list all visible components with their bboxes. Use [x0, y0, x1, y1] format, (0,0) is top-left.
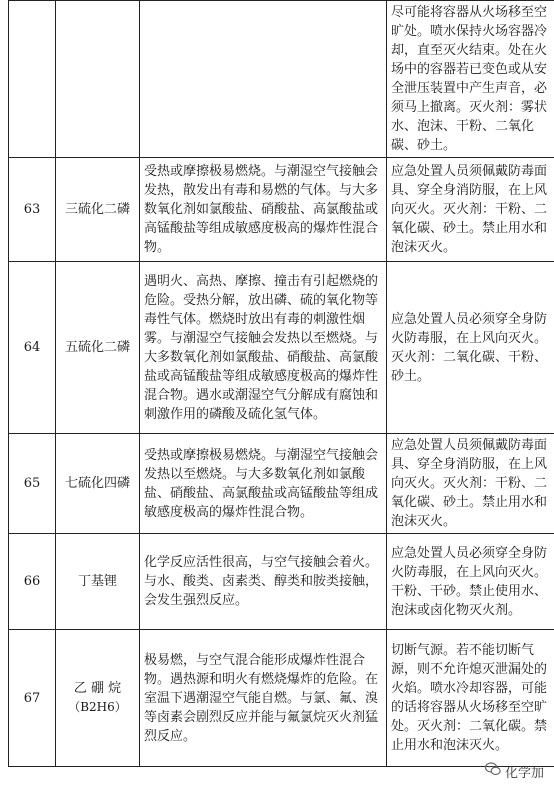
chemical-name: 丁基锂 — [56, 534, 140, 630]
hazard-description: 极易燃，与空气混合能形成爆炸性混合物。遇热源和明火有燃烧爆炸的危险。在室温下遇潮湿空气能自燃。与氯、氟、溴等卤素会剧烈反应并能与氟氯烷灭火剂猛烈反应。 — [140, 630, 387, 767]
table-row — [9, 262, 554, 434]
table-row — [9, 434, 554, 534]
hazard-description — [140, 1, 387, 158]
row-number: 64 — [9, 262, 56, 434]
row-number: 67 — [9, 630, 56, 767]
chemical-name: 七硫化四磷 — [56, 434, 140, 534]
watermark-text: 化学加 — [504, 765, 544, 781]
row-number — [9, 1, 56, 158]
emergency-response: 应急处置人员须佩戴防毒面具、穿全身消防服，在上风向灭火。灭火剂：干粉、二氧化碳、砂土。禁止用水和泡沫灭火。 — [387, 158, 554, 262]
table-row — [9, 158, 554, 262]
emergency-response: 尽可能将容器从火场移至空旷处。喷水保持火场容器冷却，直至灭火结束。处在火场中的容器若已变色或从安全泄压装置中产生声音，必须马上撤离。灭火剂：雾状水、泡沫、干粉、二氧化碳、砂土。 — [387, 1, 554, 158]
table-row — [9, 534, 554, 630]
hazard-description: 受热或摩擦极易燃烧。与潮湿空气接触会发热，散发出有毒和易燃的气体。与大多数氧化剂如氯酸盐、硝酸盐、高氯酸盐或高锰酸盐等组成敏感度极高的爆炸性混合物。 — [140, 158, 387, 262]
emergency-response: 应急处置人员必须穿全身防火防毒服，在上风向灭火。干粉、干砂。禁止使用水、泡沫或卤化物灭火剂。 — [387, 534, 554, 630]
watermark — [484, 760, 544, 782]
chemical-name — [56, 1, 140, 158]
hazard-description: 化学反应活性很高，与空气接触会着火。与水、酸类、卤素类、醇类和胺类接触，会发生强烈反应。 — [140, 534, 387, 630]
hazard-description: 遇明火、高热、摩擦、撞击有引起燃烧的危险。受热分解，放出磷、硫的氧化物等毒性气体。燃烧时放出有毒的刺激性烟雾。与潮湿空气接触会发热以至燃烧。与大多数氧化剂如氯酸盐、硝酸盐、高氯酸盐或高锰酸盐等组成敏感度极高的爆炸性混合物。遇水或潮湿空气分解成有腐蚀和刺激作用的磷酸及硫化氢气体。 — [140, 262, 387, 434]
table-row — [9, 630, 554, 767]
emergency-response: 应急处置人员必须穿全身防火防毒服，在上风向灭火。灭火剂：二氧化碳、干粉、砂土。 — [387, 262, 554, 434]
chemical-name: 五硫化二磷 — [56, 262, 140, 434]
chemical-name: 乙 硼 烷 （B2H6） — [56, 630, 140, 767]
wechat-icon — [484, 760, 502, 782]
table-row — [9, 1, 554, 158]
chemical-name: 三硫化二磷 — [56, 158, 140, 262]
row-number: 63 — [9, 158, 56, 262]
row-number: 65 — [9, 434, 56, 534]
emergency-response: 应急处置人员须佩戴防毒面具、穿全身消防服，在上风向灭火。灭火剂：干粉、二氧化碳、砂土。禁止用水和泡沫灭火。 — [387, 434, 554, 534]
hazard-description: 受热或摩擦极易燃烧。与潮湿空气接触会发热以至燃烧。与大多数氧化剂如氯酸盐、硝酸盐、高氯酸盐或高锰酸盐等组成敏感度极高的爆炸性混合物。 — [140, 434, 387, 534]
emergency-response: 切断气源。若不能切断气源，则不允许熄灭泄漏处的火焰。喷水冷却容器，可能的话将容器从火场移至空旷处。灭火剂：二氧化碳。禁止用水和泡沫灭火。 — [387, 630, 554, 767]
hazard-table — [8, 0, 554, 767]
row-number: 66 — [9, 534, 56, 630]
